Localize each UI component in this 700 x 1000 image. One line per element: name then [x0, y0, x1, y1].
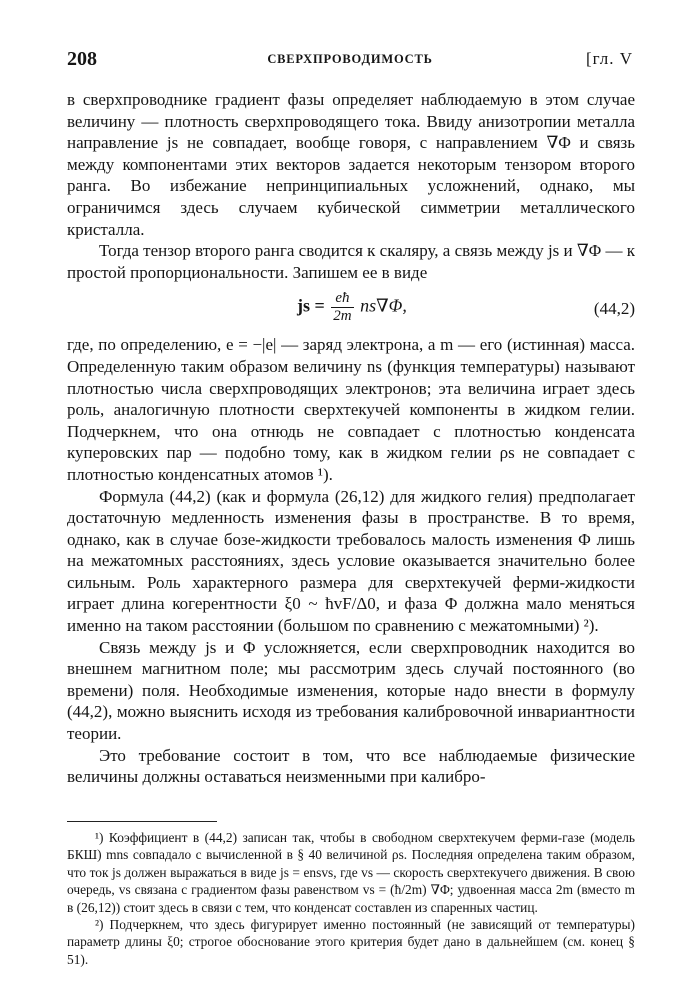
- equation-number: (44,2): [593, 299, 635, 319]
- footnote-2: ²) Подчеркнем, что здесь фигурирует именно постоянный (не зависящий от температуры) параметр длины ξ0; строгое обоснование этого критерия будет дано в дальнейшем (см. конец § 51).: [67, 917, 635, 967]
- main-text: [67, 89, 635, 788]
- equation-lhs: js =: [297, 295, 325, 316]
- equation-44-2: [67, 286, 635, 332]
- paragraph-5: Связь между js и Φ усложняется, если сверхпроводник находится во внешнем магнитном поле; мы рассмотрим здесь случай постоянного (во времени) поля. Необходимые изменения, которые надо внести в формулу (44,2), можно выяснить исходя из требования калибровочной инвариантности теории.: [67, 637, 635, 744]
- footnote-1: ¹) Коэффициент в (44,2) записан так, чтобы в свободном сверхтекучем ферми-газе (модель БКШ) mns совпадало с вычисленной в § 40 величиной ρs. Последняя определена таким образом, что ток js должен выражаться в виде js = ensvs, где vs — скорость сверхтекучего движения. В свою очередь, vs связана с градиентом фазы равенством vs = (ħ/2m) ∇Φ; удвоенная масса 2m (вместо m в (26,12)) стоит здесь в связи с тем, что конденсат составлен из спаренных частиц.: [67, 830, 635, 915]
- paragraph-6: Это требование состоит в том, что все наблюдаемые физические величины должны оставаться неизменными при калибро-: [67, 745, 635, 787]
- paragraph-4: Формула (44,2) (как и формула (26,12) для жидкого гелия) предполагает достаточную медленность изменения фазы в пространстве. В то время, однако, как в случае бозе-жидкости требовалось малость изменения Φ лишь на межатомных расстояниях, здесь условие оказывается значительно более сильным. Роль характерного размера для сверхтекучей ферми-жидкости играет длина когерентности ξ0 ~ ħvF/Δ0, и фаза Φ должна мало меняться именно на таком расстоянии (большом по сравнению с межатомными) ²).: [67, 486, 635, 636]
- equation-formula: [297, 290, 407, 325]
- running-title: СВЕРХПРОВОДИМОСТЬ: [267, 52, 433, 66]
- paragraph-1: в сверхпроводнике градиент фазы определяет наблюдаемую в этом случае величину — плотность сверхпроводящего тока. Ввиду анизотропии металла направление js не совпадает, вообще говоря, с направлением ∇Φ и связь между компонентами этих векторов задается некоторым тензором второго ранга. Во избежание непринципиальных усложнений, однако, мы ограничимся здесь случаем кубической симметрии металлического кристалла.: [67, 90, 635, 239]
- footnote-rule: [67, 821, 217, 822]
- footnotes: [67, 829, 635, 968]
- equation-fraction: [331, 290, 353, 325]
- paragraph-3: где, по определению, e = −|e| — заряд электрона, а m — его (истинная) масса. Определенную таким образом величину ns (функция температуры) называют плотностью числа сверхпроводящих электронов; эта величина играет здесь роль, аналогичную плотности сверхтекучей компоненты в жидком гелии. Подчеркнем, что она отнюдь не совпадает с плотностью конденсата куперовских пар — подобно тому, как в жидком гелии ρs не совпадает с плотностью конденсатных атомов ¹).: [67, 335, 635, 484]
- page-number: 208: [67, 48, 97, 70]
- fraction-denominator: 2m: [333, 308, 352, 325]
- chapter-marker: [гл. V: [585, 49, 633, 68]
- equation-rhs: ns∇Φ,: [360, 295, 407, 316]
- paragraph-2: Тогда тензор второго ранга сводится к скаляру, а связь между js и ∇Φ — к простой пропорциональности. Запишем ее в виде: [67, 241, 635, 282]
- page-header: [67, 48, 633, 74]
- fraction-numerator: eħ: [331, 290, 353, 308]
